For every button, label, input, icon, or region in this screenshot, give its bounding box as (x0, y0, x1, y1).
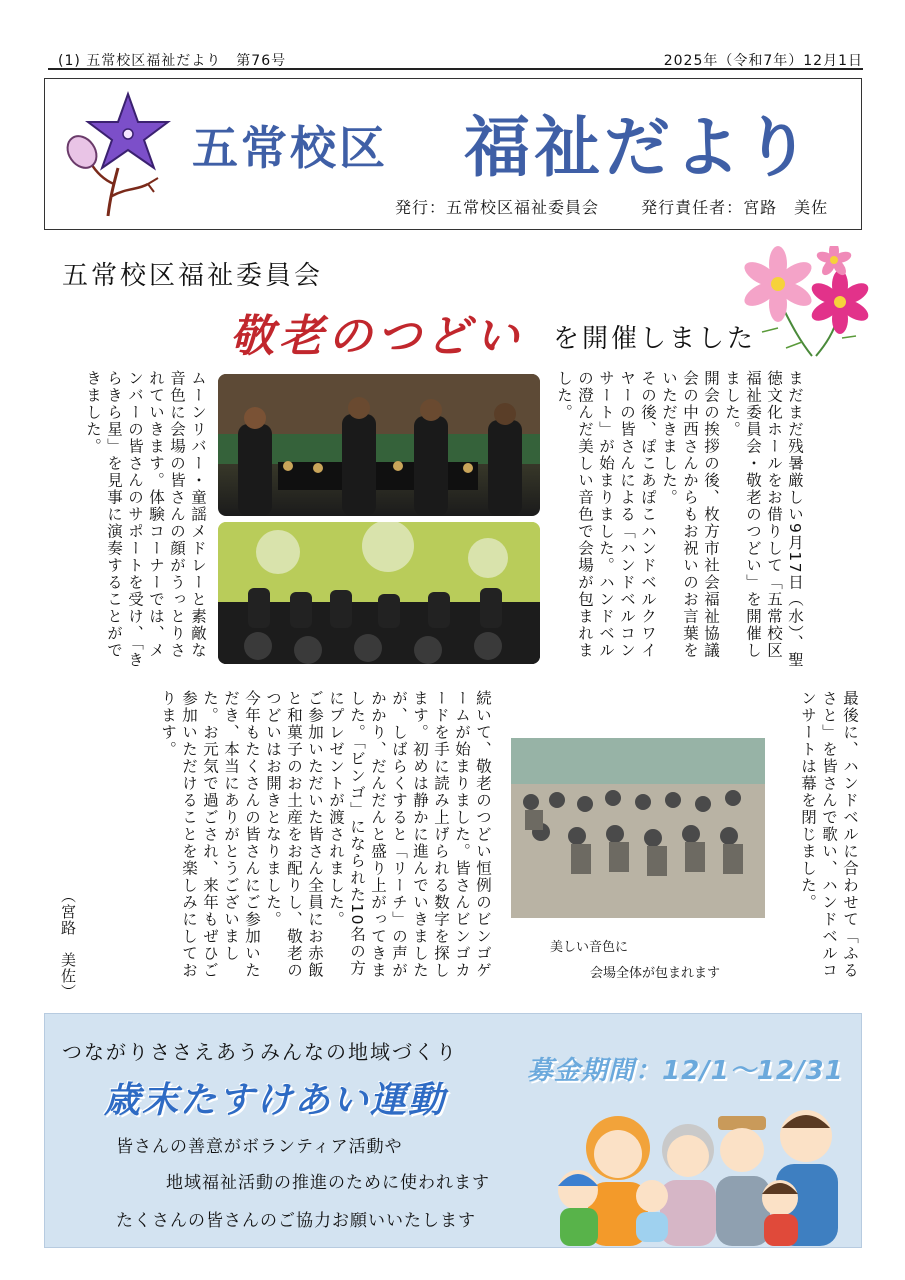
paragraph: まだまだ残暑厳しい9月17日（水）、聖徳文化ホールをお借りして「五常校区福祉委員会・敬老のつどい」を開催しました。 (723, 370, 804, 669)
paragraph: ムーンリバー・童謡メドレーと素敵な音色に会場の皆さんの顔がうっとりされていきます。体験コーナーでは、メンバーの皆さんのサポートを受け、「きらきら星」を見事に演奏することができました。 (84, 370, 207, 669)
publisher-line (395, 195, 864, 218)
campaign-line1: 皆さんの善意がボランティア活動や (116, 1137, 403, 1157)
paragraph: 最後に、ハンドベルに合わせて「ふるさと」を皆さんで歌い、ハンドベルコンサートは幕を閉じました。 (799, 690, 859, 979)
paragraph: 続いて、敬老のつどい恒例のビンゴゲームが始まりました。皆さんビンゴカードを手に読み上げられる数字を探します。初めは静かに進んでいきましたが、しばらくすると「リーチ」の声がかかり、だんだんと盛り上がってきました。「ビンゴ」になられた10名の方にプレゼントが渡されました。 (327, 690, 492, 979)
masthead-title: 福祉だより (464, 109, 814, 186)
paragraph: ご参加いただいた皆さん全員にお赤飯と和菓子のお土産をお配りし、敬老のつどいはお開きとなりました。 (264, 690, 324, 979)
paragraph: 今年もたくさんの皆さんにご参加いただき、本当にありがとうございました。お元気で過ごされ、来年もぜひご参加いただけることを楽しみにしております。 (159, 690, 261, 979)
bellflower-icon (56, 88, 176, 220)
masthead-subtitle: 五常校区 (192, 121, 388, 175)
photo-caption-line1: 美しい音色に (550, 940, 629, 955)
article-column-concert (58, 370, 208, 670)
paragraph: 開会の挨拶の後、枚方市社会福祉協議会の中西さんからもお祝いのお言葉をいただきました。 (660, 370, 720, 659)
section-title-suffix: を開催しました (553, 324, 757, 354)
campaign-line3: たくさんの皆さんのご協力お願いいたします (116, 1211, 476, 1231)
header-rule (48, 68, 863, 70)
handbell-stage-photo (218, 522, 540, 664)
photo-caption-line2: 会場全体が包まれます (590, 966, 721, 981)
section-organizer: 五常校区福祉委員会 (62, 261, 324, 291)
responsible-editor: 発行責任者：宮路 美佐 (641, 198, 829, 217)
campaign-period: 募金期間：12/1～12/31 (527, 1056, 844, 1086)
issue-date: 2025年（令和7年）12月1日 (663, 53, 863, 69)
campaign-slogan: つながりささえあうみんなの地域づくり (62, 1040, 458, 1064)
article-column-intro (555, 370, 805, 670)
publisher: 発行：五常校区福祉委員会 (395, 198, 600, 217)
campaign-title: 歳末たすけあい運動 (104, 1080, 447, 1121)
author-signature: （宮路 美佐） (59, 888, 77, 1000)
audience-photo (511, 738, 765, 918)
paragraph: その後、ぽこあぽこハンドベルクワイヤーの皆さんによる「ハンドベルコンサート」が始まりました。ハンドベルの澄んだ美しい音色で会場が包まれました。 (555, 370, 657, 659)
issue-label: (1) 五常校区福祉だより 第76号 (58, 53, 287, 69)
section-event-title: 敬老のつどい (230, 311, 524, 362)
article-column-bingo (88, 690, 493, 990)
article-column-closing-song (770, 690, 860, 990)
family-illustration-icon (548, 1098, 848, 1246)
cosmos-flower-icon (742, 246, 874, 358)
campaign-line2: 地域福祉活動の推進のために使われます (166, 1173, 490, 1193)
handbell-performers-photo (218, 374, 540, 516)
